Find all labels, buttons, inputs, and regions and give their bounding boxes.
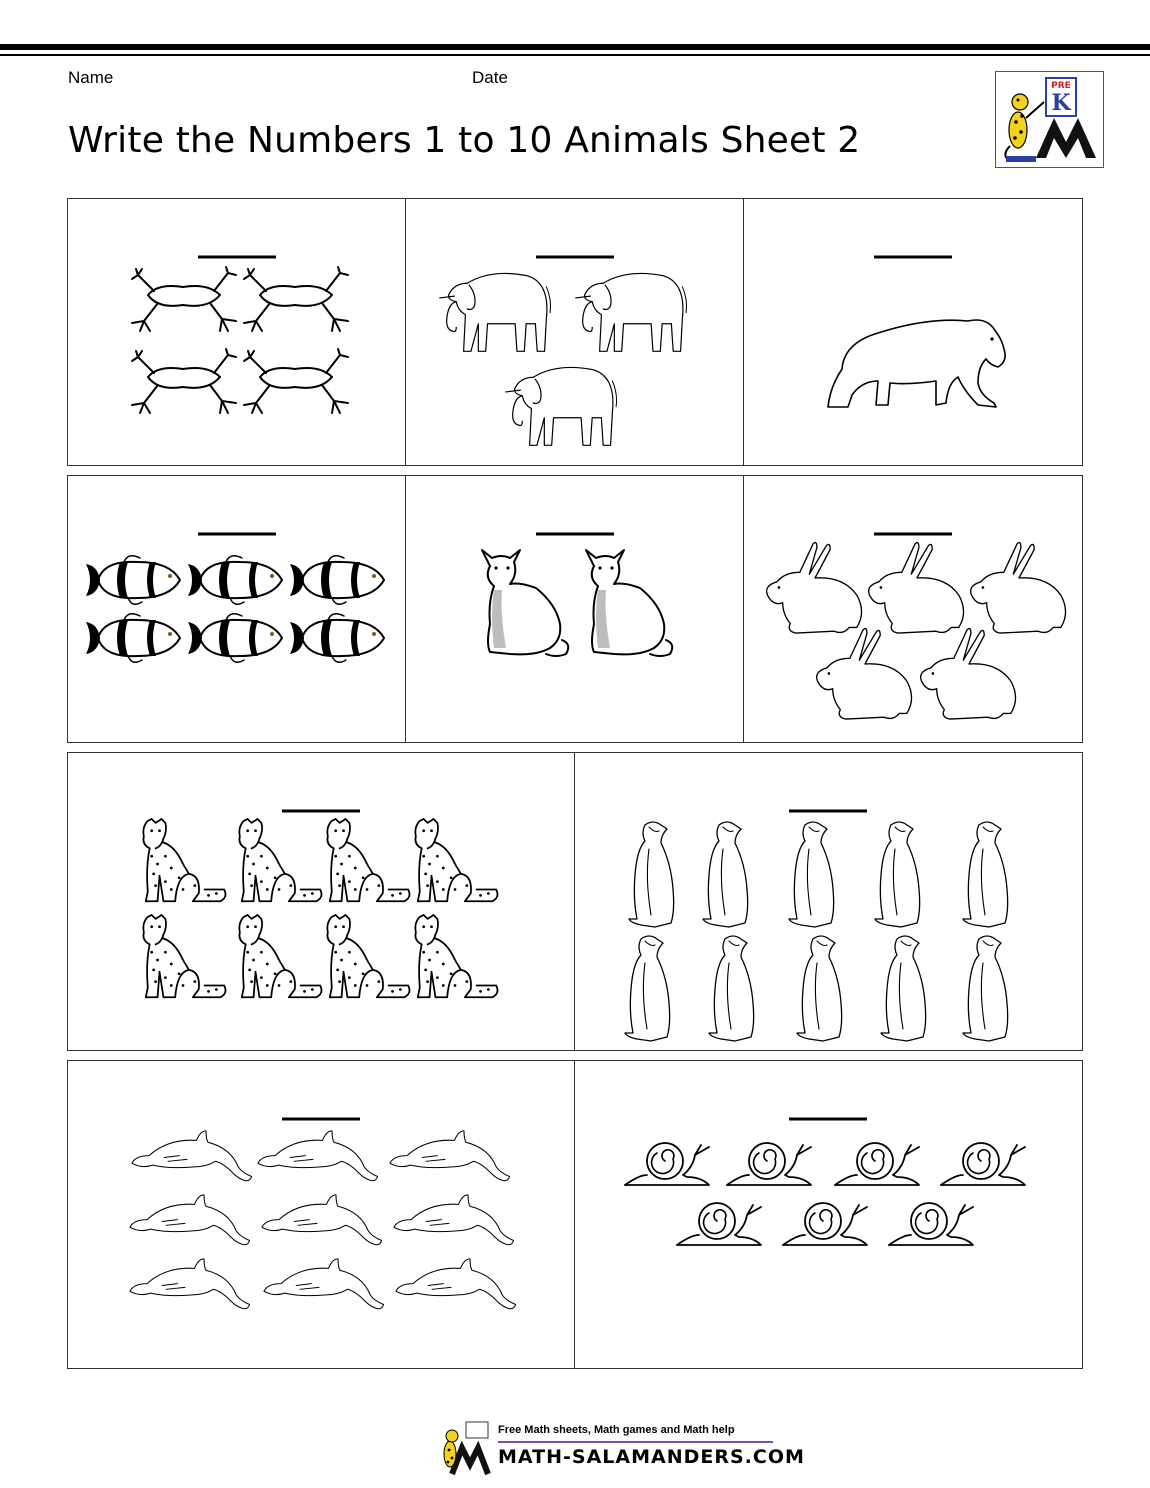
panel-elephants bbox=[405, 198, 745, 466]
cheetah-figure bbox=[327, 819, 409, 901]
penguin-figure bbox=[625, 936, 670, 1041]
panel-polar-bear bbox=[743, 198, 1083, 466]
footer-tagline: Free Math sheets, Math games and Math help bbox=[498, 1424, 735, 1436]
penguin-figure bbox=[797, 936, 842, 1041]
snail-figure bbox=[625, 1143, 709, 1185]
logo-letter: K bbox=[1051, 90, 1071, 116]
top-rule-thin bbox=[0, 54, 1150, 56]
frog-figure bbox=[132, 267, 236, 331]
panel-rabbits bbox=[743, 475, 1083, 743]
dolphin-figure bbox=[396, 1259, 516, 1309]
cheetah-figure bbox=[327, 915, 409, 997]
clownfish-figure bbox=[290, 614, 384, 663]
rabbit-figure bbox=[971, 543, 1066, 634]
dolphin-figure bbox=[394, 1195, 514, 1245]
salamander-logo-icon bbox=[995, 71, 1104, 168]
footer-divider bbox=[498, 1441, 773, 1443]
polar-bear-figure bbox=[828, 320, 1005, 407]
name-label: Name bbox=[68, 68, 114, 87]
rabbit-figure bbox=[869, 543, 964, 634]
dolphin-figure bbox=[258, 1131, 378, 1181]
dolphin-figure bbox=[130, 1195, 250, 1245]
panel-frogs bbox=[67, 198, 407, 466]
snail-figure bbox=[889, 1203, 973, 1245]
cheetah-figure bbox=[415, 915, 497, 997]
clownfish-figure bbox=[188, 614, 282, 663]
penguin-figure bbox=[629, 822, 674, 927]
snail-figure bbox=[783, 1203, 867, 1245]
elephant-figure bbox=[506, 367, 617, 445]
frog-figure bbox=[132, 349, 236, 413]
snail-figure bbox=[677, 1203, 761, 1245]
frog-figure bbox=[244, 349, 348, 413]
panel-clownfish bbox=[67, 475, 407, 743]
cat-figure bbox=[482, 550, 568, 656]
cheetah-figure bbox=[239, 819, 321, 901]
elephant-figure bbox=[440, 273, 551, 351]
penguin-figure bbox=[789, 822, 834, 927]
penguin-figure bbox=[875, 822, 920, 927]
snail-figure bbox=[727, 1143, 811, 1185]
panel-snails bbox=[574, 1060, 1083, 1369]
rabbit-figure bbox=[817, 629, 912, 720]
snail-figure bbox=[835, 1143, 919, 1185]
cheetah-figure bbox=[143, 819, 225, 901]
panel-dolphins bbox=[67, 1060, 576, 1369]
logo-badge-text: PRE bbox=[1051, 81, 1071, 91]
dolphin-figure bbox=[262, 1195, 382, 1245]
penguin-figure bbox=[709, 936, 754, 1041]
penguin-figure bbox=[963, 822, 1008, 927]
clownfish-figure bbox=[86, 556, 180, 605]
elephant-figure bbox=[576, 273, 687, 351]
top-rule-thick bbox=[0, 44, 1150, 50]
footer-site-name: MATH-SALAMANDERS.COM bbox=[498, 1446, 805, 1468]
footer-salamander-icon bbox=[436, 1420, 496, 1476]
cheetah-figure bbox=[239, 915, 321, 997]
frog-figure bbox=[244, 267, 348, 331]
snail-figure bbox=[941, 1143, 1025, 1185]
rabbit-figure bbox=[921, 629, 1016, 720]
cheetah-figure bbox=[415, 819, 497, 901]
dolphin-figure bbox=[132, 1131, 252, 1181]
page-title: Write the Numbers 1 to 10 Animals Sheet 2 bbox=[68, 120, 861, 161]
panel-penguins bbox=[574, 752, 1083, 1051]
footer-brand bbox=[436, 1420, 805, 1476]
panel-cheetahs bbox=[67, 752, 576, 1051]
panel-cats bbox=[405, 475, 745, 743]
dolphin-figure bbox=[130, 1259, 250, 1309]
clownfish-figure bbox=[290, 556, 384, 605]
date-label: Date bbox=[472, 68, 508, 87]
dolphin-figure bbox=[264, 1259, 384, 1309]
penguin-figure bbox=[703, 822, 748, 927]
cheetah-figure bbox=[143, 915, 225, 997]
clownfish-figure bbox=[86, 614, 180, 663]
dolphin-figure bbox=[390, 1131, 510, 1181]
rabbit-figure bbox=[767, 543, 862, 634]
penguin-figure bbox=[963, 936, 1008, 1041]
cat-figure bbox=[586, 550, 672, 656]
penguin-figure bbox=[881, 936, 926, 1041]
clownfish-figure bbox=[188, 556, 282, 605]
